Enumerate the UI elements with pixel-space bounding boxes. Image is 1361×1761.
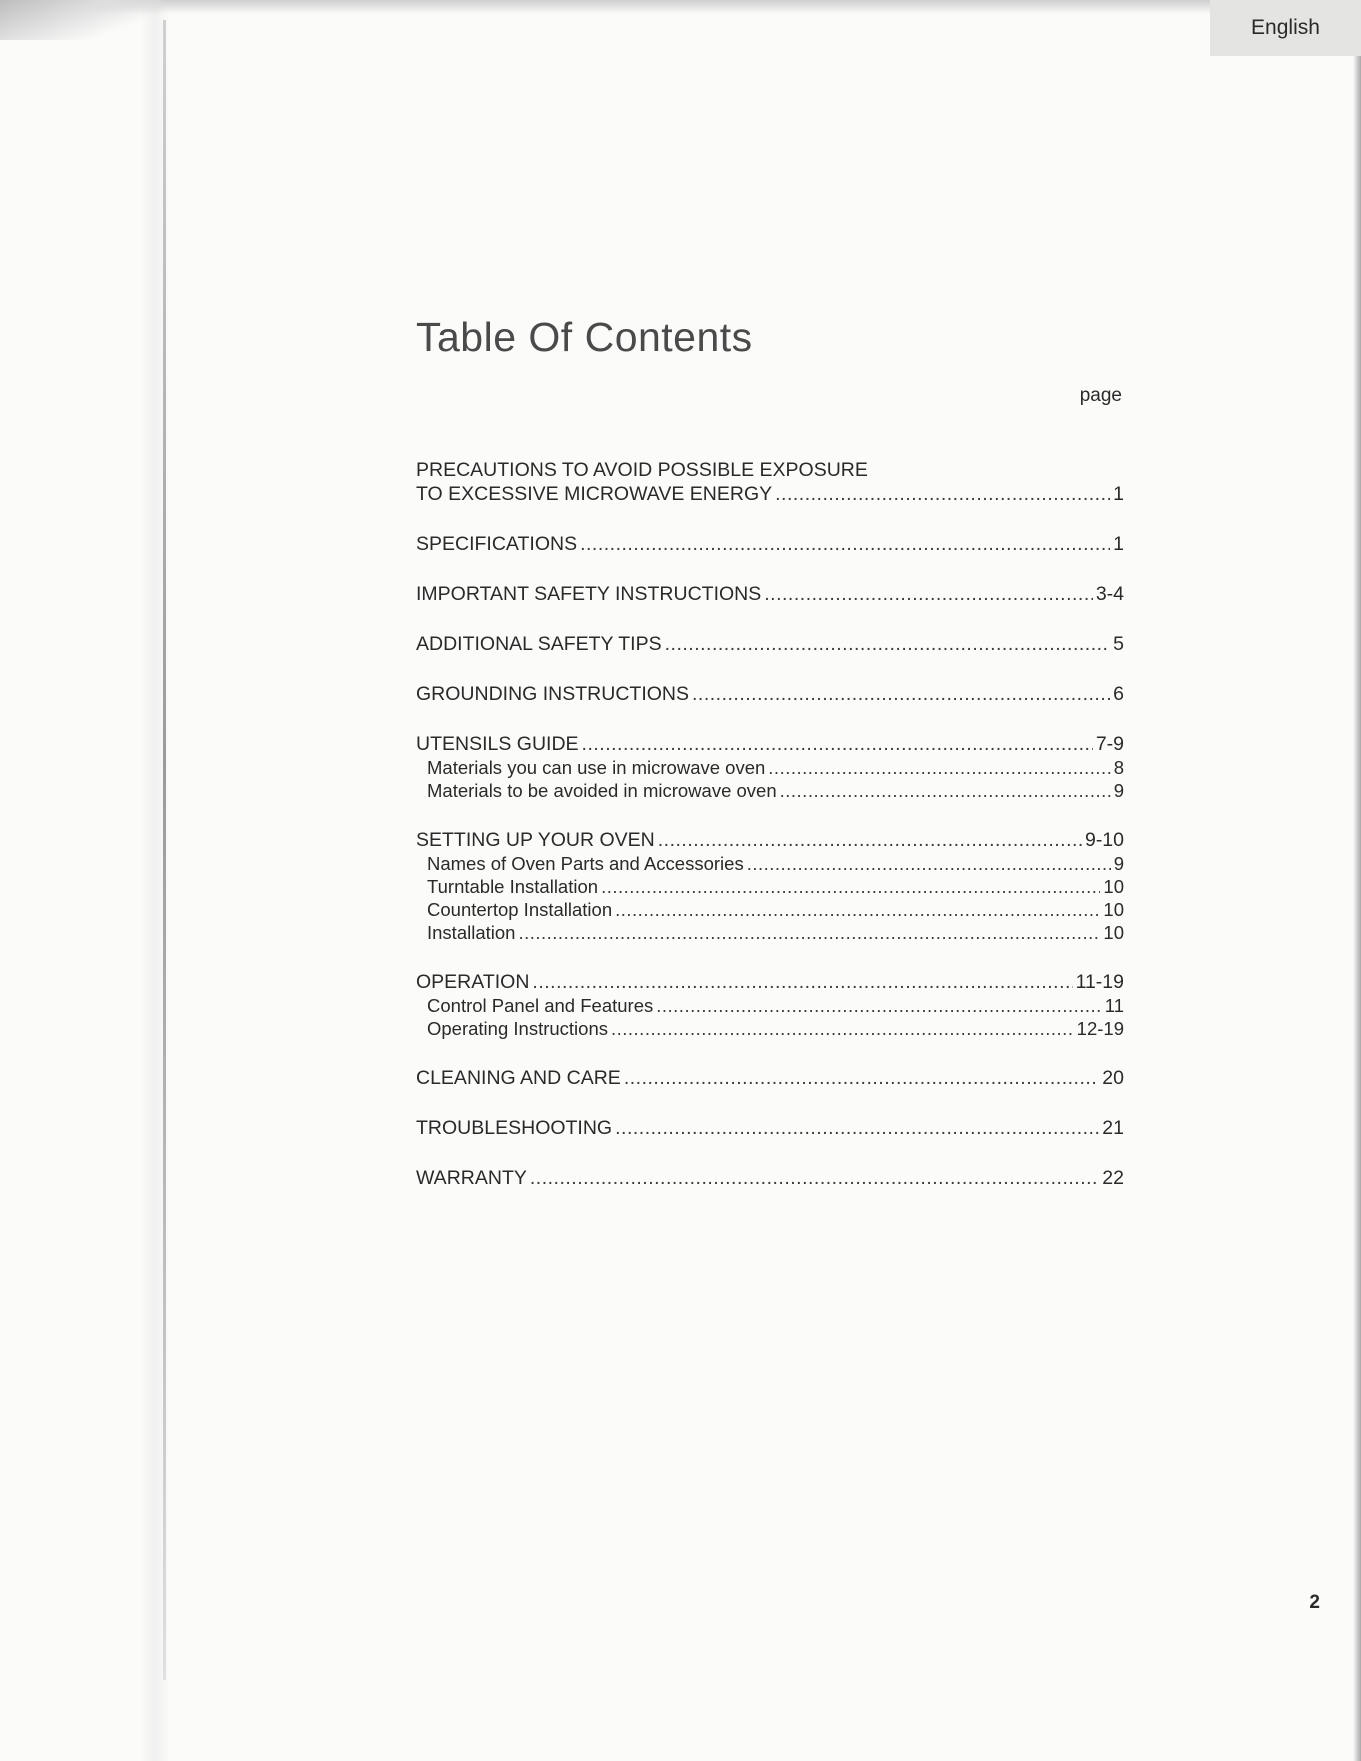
dot-leader xyxy=(580,532,1110,556)
dot-leader xyxy=(775,482,1110,506)
toc-entry xyxy=(416,828,1124,852)
dot-leader xyxy=(615,898,1100,921)
toc-entry-label: OPERATION xyxy=(416,971,530,993)
toc-subentry xyxy=(416,994,1124,1017)
toc-entry-label: IMPORTANT SAFETY INSTRUCTIONS xyxy=(416,583,762,605)
toc-section xyxy=(416,582,1124,606)
toc-section xyxy=(416,970,1124,1040)
dot-leader xyxy=(518,921,1100,944)
toc-entry-label: GROUNDING INSTRUCTIONS xyxy=(416,683,689,705)
page-number: 2 xyxy=(1309,1592,1320,1613)
dot-leader xyxy=(658,828,1082,852)
dot-leader xyxy=(692,682,1110,706)
toc-entry-page: 22 xyxy=(1102,1167,1124,1189)
toc-entry xyxy=(416,482,1124,506)
toc-entry-label: UTENSILS GUIDE xyxy=(416,733,579,755)
toc-subentry-label: Countertop Installation xyxy=(427,899,613,920)
toc-section xyxy=(416,1166,1124,1190)
toc-entry xyxy=(416,532,1124,556)
toc-subentry-page: 12-19 xyxy=(1076,1018,1124,1039)
toc-entry-page: 1 xyxy=(1113,483,1124,505)
toc-subentry-page: 10 xyxy=(1103,922,1124,943)
page-right-edge xyxy=(1353,0,1361,1761)
toc-subentry-page: 9 xyxy=(1113,853,1124,874)
toc-section xyxy=(416,458,1124,506)
language-tab: English xyxy=(1210,0,1361,56)
toc-section xyxy=(416,732,1124,802)
toc-section xyxy=(416,532,1124,556)
toc-entry-label: ADDITIONAL SAFETY TIPS xyxy=(416,633,662,655)
binding-edge xyxy=(163,20,166,1680)
page-column-label: page xyxy=(1079,385,1122,406)
toc-subentry-label: Turntable Installation xyxy=(427,876,599,897)
toc-entry xyxy=(416,1066,1124,1090)
toc-subentry-page: 8 xyxy=(1113,757,1124,778)
toc-entry xyxy=(416,1116,1124,1140)
dot-leader xyxy=(601,875,1100,898)
toc-subentry xyxy=(416,1017,1124,1040)
dot-leader xyxy=(747,852,1111,875)
dot-leader xyxy=(582,732,1093,756)
dot-leader xyxy=(615,1116,1099,1140)
dot-leader xyxy=(768,756,1110,779)
toc-subentry-page: 9 xyxy=(1113,780,1124,801)
dot-leader xyxy=(665,632,1111,656)
toc-subentry-page: 10 xyxy=(1103,876,1124,897)
toc-subentry-label: Installation xyxy=(427,922,516,943)
toc-entry-label: TO EXCESSIVE MICROWAVE ENERGY xyxy=(416,483,773,505)
toc-section xyxy=(416,682,1124,706)
dot-leader xyxy=(611,1017,1074,1040)
toc-subentry xyxy=(416,852,1124,875)
toc-entry-page: 5 xyxy=(1113,633,1124,655)
dot-leader xyxy=(624,1066,1099,1090)
toc-entry-label: SETTING UP YOUR OVEN xyxy=(416,829,655,851)
toc-entry-label: CLEANING AND CARE xyxy=(416,1067,621,1089)
toc-entry-page: 20 xyxy=(1102,1067,1124,1089)
toc-section xyxy=(416,828,1124,944)
toc-subentry-label: Materials to be avoided in microwave oven xyxy=(427,780,777,801)
dot-leader xyxy=(530,1166,1099,1190)
toc-subentry xyxy=(416,779,1124,802)
toc-entry xyxy=(416,1166,1124,1190)
toc-entry-label-line: PRECAUTIONS TO AVOID POSSIBLE EXPOSURE xyxy=(416,459,868,481)
toc-entry-page: 11-19 xyxy=(1075,971,1124,993)
toc-subentry-label: Names of Oven Parts and Accessories xyxy=(427,853,744,874)
toc-subentry xyxy=(416,898,1124,921)
scan-corner-shadow xyxy=(0,0,160,40)
toc-entry xyxy=(416,970,1124,994)
scan-top-shadow xyxy=(0,0,1361,14)
toc-entry-label: TROUBLESHOOTING xyxy=(416,1117,613,1139)
dot-leader xyxy=(780,779,1111,802)
toc-subentry-label: Operating Instructions xyxy=(427,1018,608,1039)
page-title: Table Of Contents xyxy=(416,314,753,360)
toc-subentry-page: 11 xyxy=(1104,995,1124,1016)
toc-subentry-label: Materials you can use in microwave oven xyxy=(427,757,766,778)
toc-entry xyxy=(416,682,1124,706)
toc-section xyxy=(416,632,1124,656)
dot-leader xyxy=(656,994,1102,1017)
toc-entry-page: 21 xyxy=(1102,1117,1124,1139)
dot-leader xyxy=(764,582,1093,606)
toc-subentry-label: Control Panel and Features xyxy=(427,995,654,1016)
toc-entry xyxy=(416,732,1124,756)
toc-entry xyxy=(416,632,1124,656)
toc-entry-page: 7-9 xyxy=(1095,733,1124,755)
toc-section xyxy=(416,1116,1124,1140)
toc-entry-label: WARRANTY xyxy=(416,1167,527,1189)
toc-section xyxy=(416,1066,1124,1090)
toc-subentry xyxy=(416,921,1124,944)
toc-entry-label: SPECIFICATIONS xyxy=(416,533,578,555)
toc-subentry xyxy=(416,875,1124,898)
toc-entry-page: 9-10 xyxy=(1084,829,1124,851)
dot-leader xyxy=(532,970,1072,994)
toc-entry xyxy=(416,582,1124,606)
toc-entry-page: 6 xyxy=(1113,683,1124,705)
toc-entry-page: 3-4 xyxy=(1095,583,1124,605)
table-of-contents xyxy=(416,458,1124,1216)
toc-entry-page: 1 xyxy=(1113,533,1124,555)
toc-subentry xyxy=(416,756,1124,779)
toc-subentry-page: 10 xyxy=(1103,899,1124,920)
